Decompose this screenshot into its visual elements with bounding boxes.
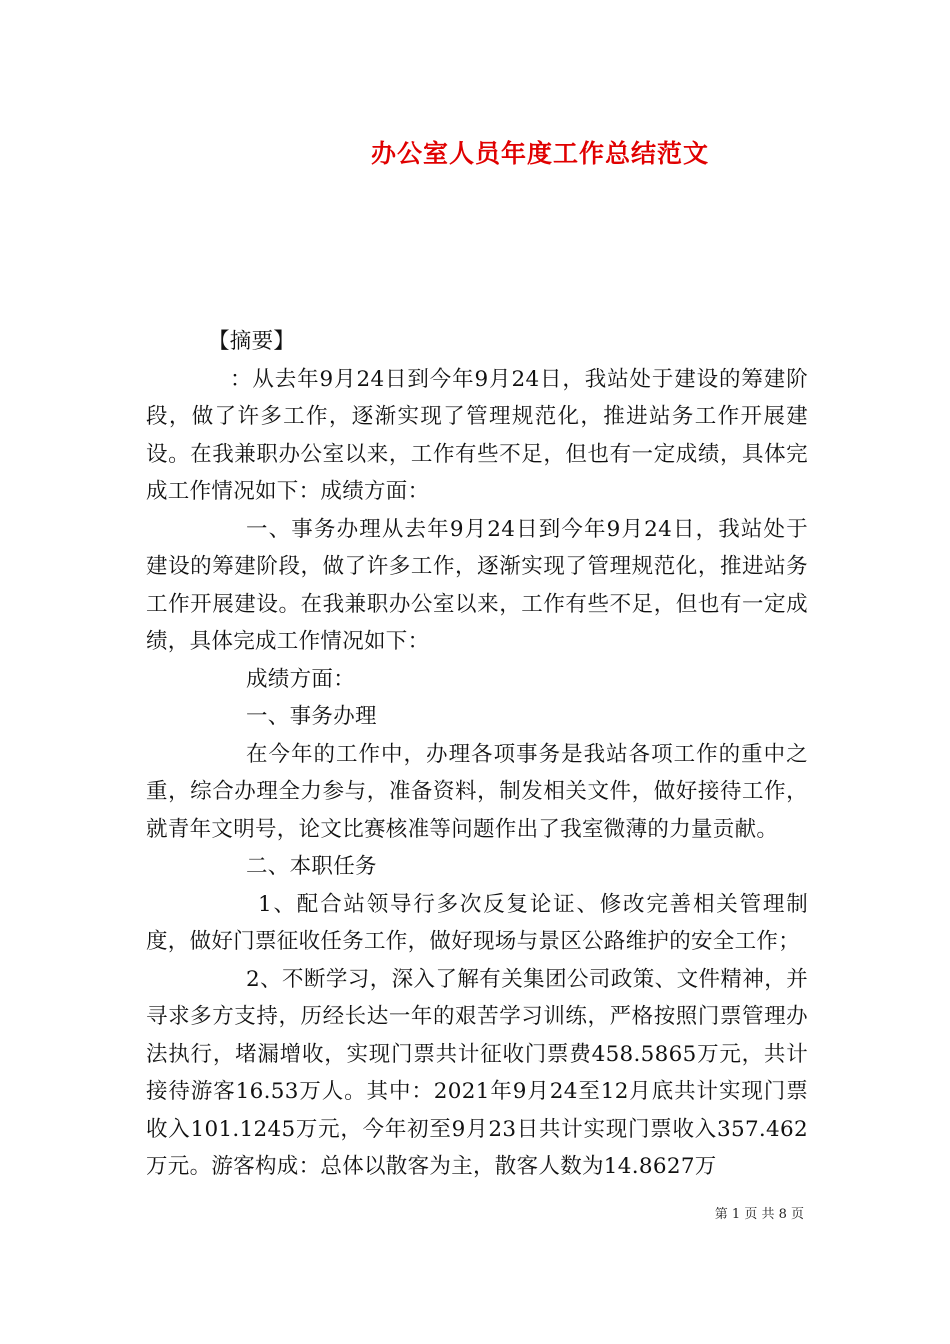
paragraph: 在今年的工作中，办理各项事务是我站各项工作的重中之重，综合办理全力参与，准备资料，制发相关文件，做好接待工作，就青年文明号，论文比赛核准等问题作出了我室微薄的力量贡献。 [146, 741, 808, 842]
paragraph: 1、配合站领导行多次反复论证、修改完善相关管理制度，做好门票征收任务工作，做好现场与景区公路维护的安全工作； [146, 891, 808, 954]
paragraph: ：从去年9月24日到今年9月24日，我站处于建设的筹建阶段，做了许多工作，逐渐实现了管理规范化，推进站务工作开展建设。在我兼职办公室以来，工作有些不足，但也有一定成绩，具体完成工作情况如下：成绩方面： [146, 366, 808, 504]
abstract-heading: 【摘要】 [208, 329, 296, 354]
paragraph: 一、事务办理从去年9月24日到今年9月24日，我站处于建设的筹建阶段，做了许多工作，逐渐实现了管理规范化，推进站务工作开展建设。在我兼职办公室以来，工作有些不足，但也有一定成绩，具体完成工作情况如下： [146, 516, 808, 654]
document-body [146, 323, 808, 1186]
page-number: 第 1 页 共 8 页 [714, 1207, 804, 1222]
paragraph: 2、不断学习，深入了解有关集团公司政策、文件精神，并寻求多方支持，历经长达一年的艰苦学习训练，严格按照门票管理办法执行，堵漏增收，实现门票共计征收门票费458.5865万元，共计接待游客16.53万人。其中：2021年9月24至12月底共计实现门票收入101.1245万元，今年初至9月23日共计实现门票收入357.462万元。游客构成：总体以散客为主，散客人数为14.8627万 [146, 966, 808, 1179]
section-heading: 二、本职任务 [246, 854, 377, 879]
section-heading: 一、事务办理 [246, 704, 377, 729]
document-title: 办公室人员年度工作总结范文 [370, 139, 709, 168]
section-label: 成绩方面： [246, 666, 356, 692]
